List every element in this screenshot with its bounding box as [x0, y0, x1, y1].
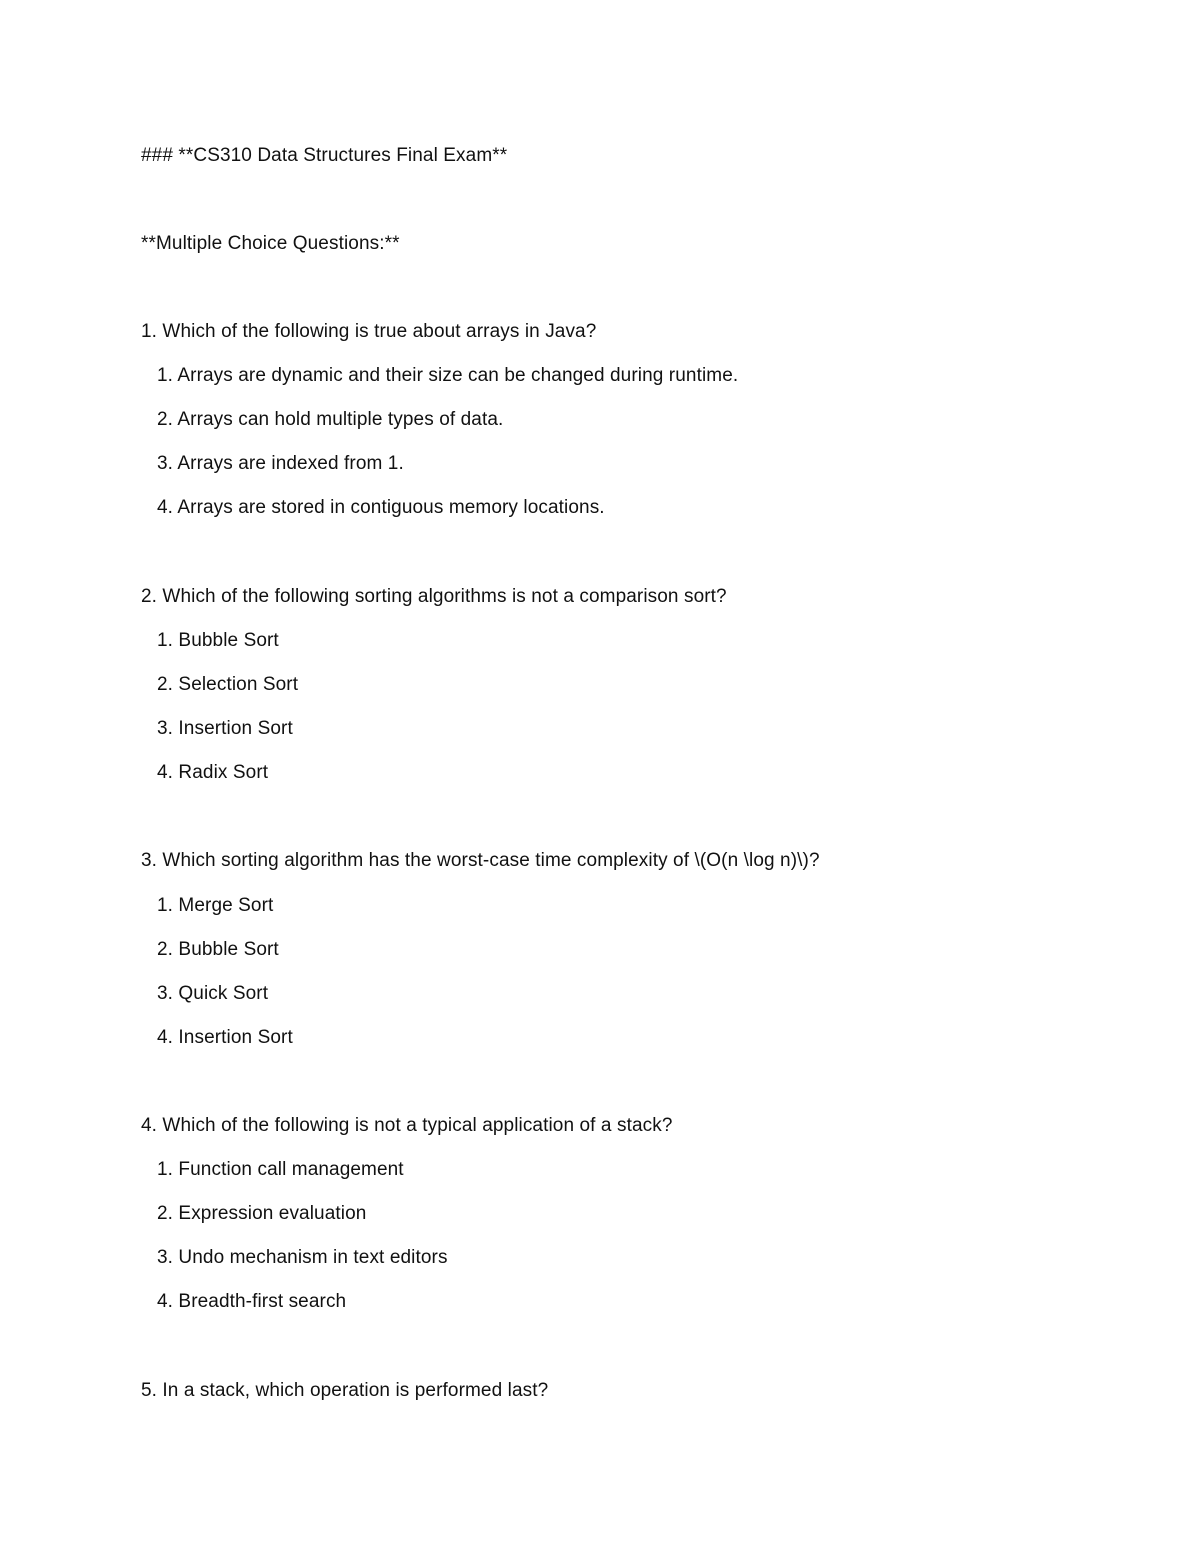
- question-5: 5. In a stack, which operation is performed last?: [141, 1380, 549, 1401]
- question-3-option-3: 3. Quick Sort: [157, 983, 269, 1004]
- question-3-option-4: 4. Insertion Sort: [157, 1027, 293, 1048]
- section-heading: **Multiple Choice Questions:**: [141, 233, 400, 254]
- question-4-option-3: 3. Undo mechanism in text editors: [157, 1247, 448, 1268]
- question-1-option-2: 2. Arrays can hold multiple types of data.: [157, 409, 504, 430]
- question-4: 4. Which of the following is not a typical application of a stack?: [141, 1115, 673, 1136]
- question-1: 1. Which of the following is true about arrays in Java?: [141, 321, 597, 342]
- question-1-option-3: 3. Arrays are indexed from 1.: [157, 453, 404, 474]
- question-1-option-4: 4. Arrays are stored in contiguous memory locations.: [157, 497, 605, 518]
- question-2-option-1: 1. Bubble Sort: [157, 630, 279, 651]
- question-3-option-2: 2. Bubble Sort: [157, 939, 279, 960]
- question-4-option-1: 1. Function call management: [157, 1159, 404, 1180]
- question-3: 3. Which sorting algorithm has the worst-case time complexity of \(O(n \log n)\)?: [141, 850, 820, 871]
- question-4-option-4: 4. Breadth-first search: [157, 1291, 347, 1312]
- question-2-option-4: 4. Radix Sort: [157, 762, 269, 783]
- question-1-option-1: 1. Arrays are dynamic and their size can be changed during runtime.: [157, 365, 739, 386]
- question-4-option-2: 2. Expression evaluation: [157, 1203, 367, 1224]
- question-2-option-2: 2. Selection Sort: [157, 674, 299, 695]
- question-2: 2. Which of the following sorting algorithms is not a comparison sort?: [141, 586, 727, 607]
- question-3-option-1: 1. Merge Sort: [157, 895, 274, 916]
- question-2-option-3: 3. Insertion Sort: [157, 718, 293, 739]
- document-title: ### **CS310 Data Structures Final Exam**: [141, 145, 508, 166]
